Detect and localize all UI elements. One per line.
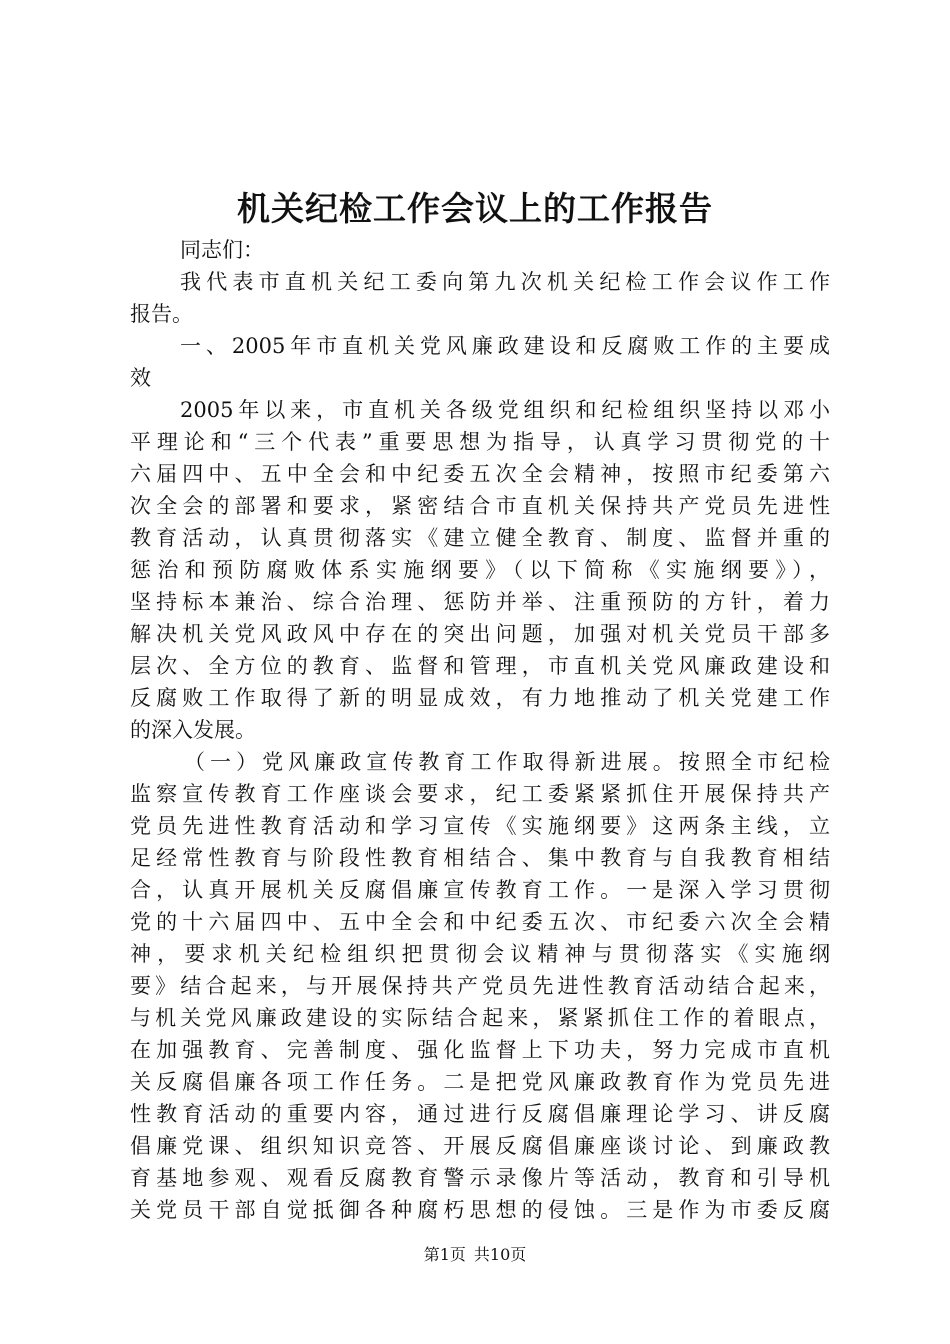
- body-line: 报告。: [130, 302, 193, 326]
- page-total: 共10页: [473, 1245, 527, 1264]
- body-line: 的深入发展。: [130, 718, 256, 742]
- page-footer: [0, 1243, 950, 1267]
- body-line: 同志们：: [180, 238, 264, 262]
- body-line: 我代表市直机关纪工委向第九次机关纪检工作会议作工作: [180, 270, 830, 294]
- body-line: 性教育活动的重要内容，通过进行反腐倡廉理论学习、讲反腐: [130, 1102, 830, 1126]
- body-line: 惩治和预防腐败体系实施纲要》（以下简称《实施纲要》），: [130, 558, 830, 582]
- body-line: 与机关党风廉政建设的实际结合起来，紧紧抓住工作的着眼点，: [130, 1006, 830, 1030]
- body-line: 神，要求机关纪检组织把贯彻会议精神与贯彻落实《实施纲: [130, 942, 830, 966]
- body-line: 效: [130, 366, 151, 390]
- body-line: 平理论和“三个代表”重要思想为指导，认真学习贯彻党的十: [130, 430, 830, 454]
- body-line: 监察宣传教育工作座谈会要求，纪工委紧紧抓住开展保持共产: [130, 782, 830, 806]
- body-line: 在加强教育、完善制度、强化监督上下功夫，努力完成市直机: [130, 1038, 830, 1062]
- body-line: 要》结合起来，与开展保持共产党员先进性教育活动结合起来，: [130, 974, 830, 998]
- body-line: 解决机关党风政风中存在的突出问题，加强对机关党员干部多: [130, 622, 830, 646]
- body-line: 坚持标本兼治、综合治理、惩防并举、注重预防的方针，着力: [130, 590, 830, 614]
- body-line: 育基地参观、观看反腐教育警示录像片等活动，教育和引导机: [130, 1166, 830, 1190]
- body-line: 合，认真开展机关反腐倡廉宣传教育工作。一是深入学习贯彻: [130, 878, 830, 902]
- body-line: 党的十六届四中、五中全会和中纪委五次、市纪委六次全会精: [130, 910, 830, 934]
- body-line: 六届四中、五中全会和中纪委五次全会精神，按照市纪委第六: [130, 462, 830, 486]
- body-line: 反腐败工作取得了新的明显成效，有力地推动了机关党建工作: [130, 686, 830, 710]
- document-body: [130, 234, 830, 1226]
- body-line: 教育活动，认真贯彻落实《建立健全教育、制度、监督并重的: [130, 526, 830, 550]
- body-line: 层次、全方位的教育、监督和管理，市直机关党风廉政建设和: [130, 654, 830, 678]
- body-line: 党员先进性教育活动和学习宣传《实施纲要》这两条主线，立: [130, 814, 830, 838]
- body-line: 足经常性教育与阶段性教育相结合、集中教育与自我教育相结: [130, 846, 830, 870]
- page-number: 第1页: [423, 1245, 466, 1264]
- body-line: 次全会的部署和要求，紧密结合市直机关保持共产党员先进性: [130, 494, 830, 518]
- body-line: （一）党风廉政宣传教育工作取得新进展。按照全市纪检: [184, 750, 830, 774]
- body-line: 关反腐倡廉各项工作任务。二是把党风廉政教育作为党员先进: [130, 1070, 830, 1094]
- document-title: 机关纪检工作会议上的工作报告: [237, 189, 713, 228]
- body-line: 关党员干部自觉抵御各种腐朽思想的侵蚀。三是作为市委反腐: [130, 1198, 830, 1222]
- body-line: 一、2005年市直机关党风廉政建设和反腐败工作的主要成: [180, 334, 830, 358]
- body-line: 倡廉党课、组织知识竞答、开展反腐倡廉座谈讨论、到廉政教: [130, 1134, 830, 1158]
- body-line: 2005年以来，市直机关各级党组织和纪检组织坚持以邓小: [180, 398, 830, 422]
